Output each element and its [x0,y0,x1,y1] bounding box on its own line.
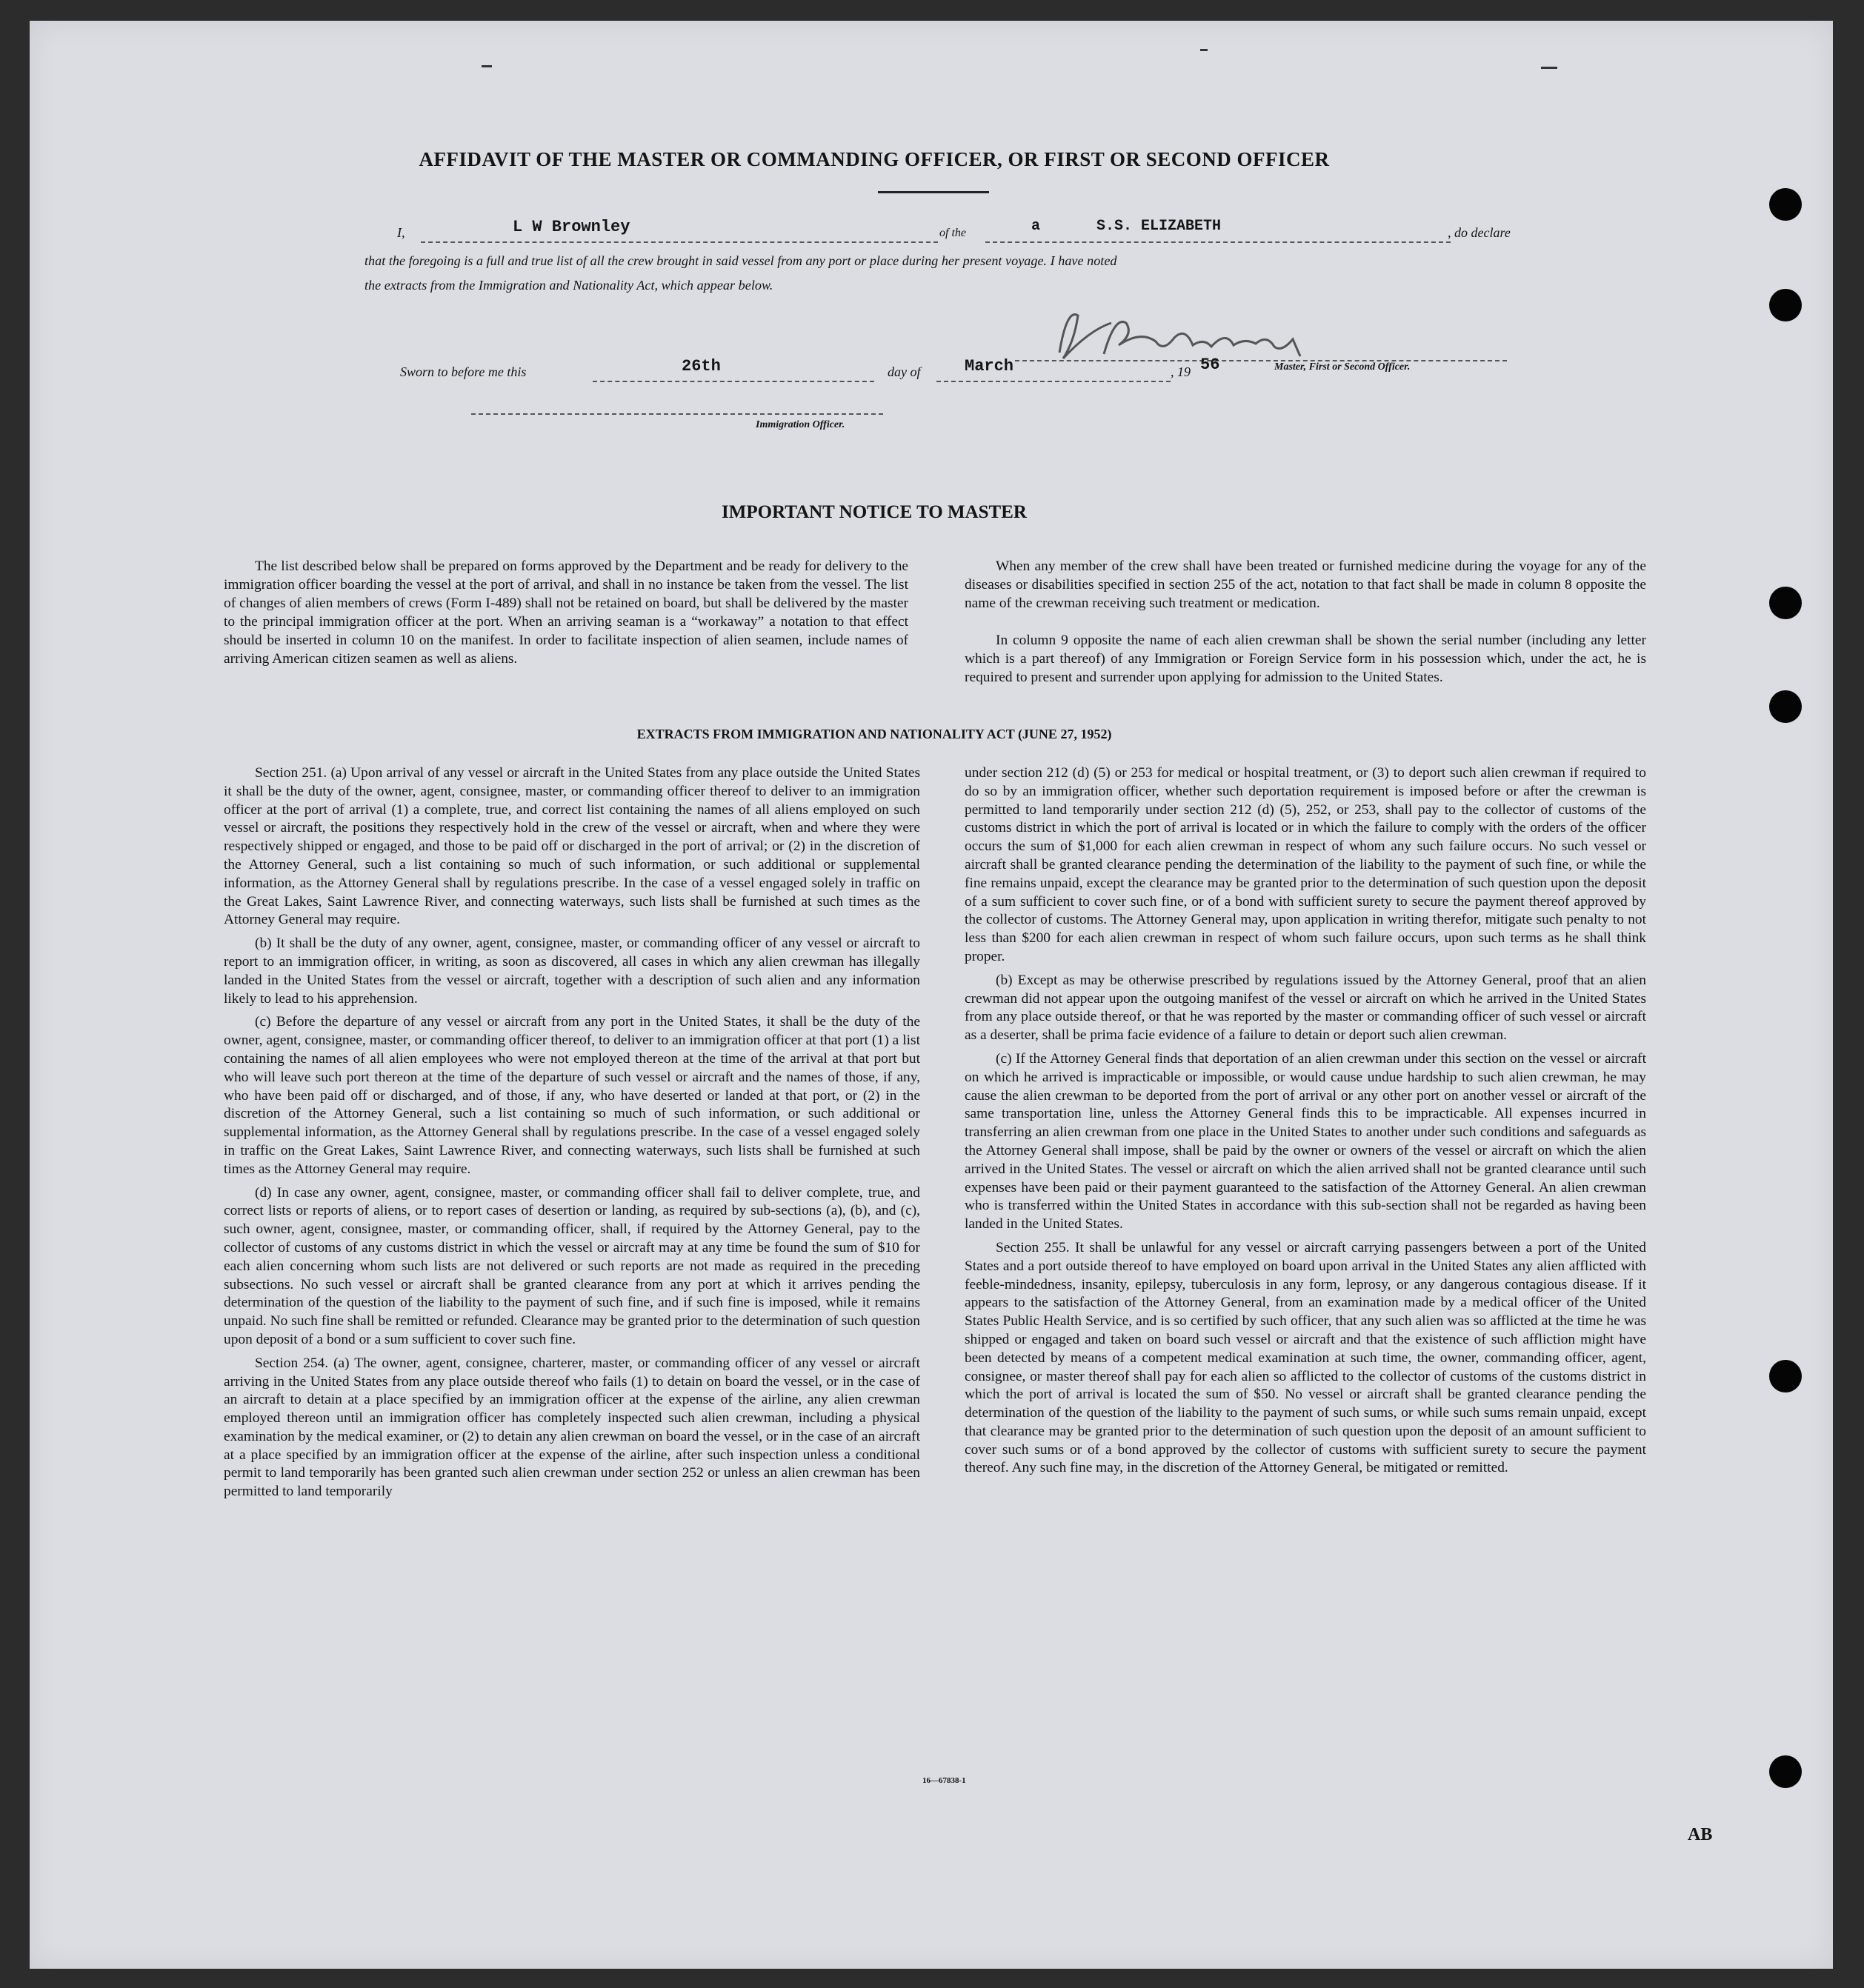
sworn-year-field[interactable]: 56 [1200,356,1220,374]
corner-mark: AB [1688,1825,1713,1844]
year-prefix-label: , 19 [1171,364,1191,379]
punch-hole [1769,587,1802,619]
section-251-d: (d) In case any owner, agent, consignee, master, or commanding officer shall fail to deliver complete, true, and correct lists or reports of aliens, or to report cases of desertion or landing, as required by sub-sections (a), (b), and (c), such owner, agent, consignee, master, or commanding officer, shall, if required by the Attorney General, pay to the collector of customs of any customs district in which the vessel or aircraft may at any time be found the sum of $10 for each alien concerning whom such lists are not delivered or such reports are not made as required in the preceding subsections. No such vessel or aircraft shall be granted clearance from any port at which it arrives pending the determination of the question of the liability to the payment of such fine, and if such fine is imposed, while it remains unpaid. No such fine shall be remitted or refunded. Clearance may be granted prior to the determination of such question upon deposit of a bond or a sum sufficient to cover such fine. [224,1184,920,1347]
notice-left-paragraph: The list described below shall be prepared on forms approved by the Department and be ready for delivery to the immigration officer boarding the vessel at the port of arrival, and shall in no instance be taken from the vessel. The list of changes of alien members of crews (Form I-489) shall not be retained on board, but shall be delivered by the master to the principal immigration officer at the port. When an arriving seaman is a “workaway” a notation to that effect should be inserted in column 10 on the manifest. In order to facilitate inspection of alien seamen, include names of arriving American citizen seamen as well as aliens. [224,558,908,667]
section-254-b: (b) Except as may be otherwise prescribed by regulations issued by the Attorney General, proof that an alien crewman did not appear upon the outgoing manifest of the vessel or aircraft on which he arrived in the United States from any place outside thereof, or that he was reported by the master or commanding officer of such vessel or aircraft as a deserter, shall be prima facie evidence of a failure to detain or deport such alien crewman. [965,972,1646,1044]
section-251-c: (c) Before the departure of any vessel or aircraft from any port in the United States, it shall be the duty of the owner, agent, consignee, master, or commanding officer thereof, to deliver to an immigration officer at that port (1) a list containing the names of all alien employees who were not employed thereon at the time of the arrival at that port but who will leave such port thereon at the time of the departure of such vessel or aircraft and the names of those, if any, who have been paid off or discharged, and of those, if any, who have deserted or landed at that port, or (2) in the discretion of the Attorney General, such a list containing so much of such information, or such additional or supplemental information, as the Attorney General shall by regulations prescribe. In the case of a vessel engaged solely in traffic on the Great Lakes, Saint Lawrence River, and connecting waterways, such lists shall be furnished at such times as the Attorney General may require. [224,1014,920,1177]
immigration-officer-line [471,413,883,415]
punch-hole [1769,1755,1802,1788]
affidavit-statement-line: that the foregoing is a full and true list of all the crew brought in said vessel from any port or place during her present voyage. I have noted [365,253,1117,268]
scan-speck [1200,49,1208,51]
sworn-label: Sworn to before me this [400,364,527,379]
immigration-officer-caption: Immigration Officer. [756,419,845,430]
punch-hole [1769,690,1802,723]
name-field-line [421,241,938,243]
notice-right-paragraph-1: When any member of the crew shall have been treated or furnished medicine during the voyage for any of the diseases or disabilities specified in section 255 of the act, notation to that fact shall be made in column 8 opposite the name of the crewman receiving such treatment or medication. [965,558,1646,611]
sworn-month-field[interactable]: March [965,357,1014,376]
vessel-field-line [985,241,1451,243]
extracts-title: EXTRACTS FROM IMMIGRATION AND NATIONALITY ACT (JUNE 27, 1952) [636,727,1112,741]
affidavit-i-label: I, [397,225,405,240]
section-251-b: (b) It shall be the duty of any owner, agent, consignee, master, or commanding officer of any vessel or aircraft to report to an immigration officer, in writing, as soon as discovered, all cases in which any alien crewman has illegally landed in the United States from the vessel or aircraft, together with a description of such alien and any information likely to lead to his apprehension. [224,935,920,1007]
of-the-label: of the [939,227,966,239]
punch-hole [1769,188,1802,221]
punch-hole [1769,1360,1802,1392]
vessel-name-field[interactable]: S.S. ELIZABETH [1096,218,1222,235]
scan-speck [482,65,492,67]
officer-name-field[interactable]: L W Brownley [513,218,630,236]
extracts-left-column [224,764,920,1507]
signature-caption: Master, First or Second Officer. [1274,361,1411,373]
sworn-day-field[interactable]: 26th [682,357,721,376]
form-code: 16—67838-1 [922,1776,966,1785]
punch-hole [1769,289,1802,321]
section-254-a-continued: under section 212 (d) (5) or 253 for medical or hospital treatment, or (3) to deport such alien crewman if required to do so by an immigration officer, whether such deportation requirement is imposed before or after the crewman is permitted to land temporarily under section 212 (d) (5), 252, or 253, shall pay to the collector of customs of the customs district in which the port of arrival is located or in which the failure to comply with the orders of the officer occurs the sum of $1,000 for each alien crewman in respect of whom any such failure occurs. No such vessel or aircraft shall be granted clearance pending the determination of the liability to the payment of such fine, or while the fine remains unpaid, except the clearance may be granted prior to the determination of such question upon the deposit of a sum sufficient to cover such fine, or of a bond with sufficient surety to secure the payment thereof approved by the collector of customs. The Attorney General may, upon application in writing therefor, mitigate such penalty to not less than $200 for each alien crewman in respect of whom such failure occurs, upon such terms as he shall think proper. [965,765,1646,964]
title-rule [878,191,989,193]
affidavit-title: AFFIDAVIT OF THE MASTER OR COMMANDING OFFICER, OR FIRST OR SECOND OFFICER [419,148,1330,170]
scan-speck [1541,67,1557,69]
notice-title: IMPORTANT NOTICE TO MASTER [722,502,1027,522]
section-255: Section 255. It shall be unlawful for any vessel or aircraft carrying passengers between a port of the United States and a port outside thereof to have employed on board upon arrival in the United States any alien afflicted with feeble-mindedness, insanity, epilepsy, tuberculosis in any form, leprosy, or any dangerous contagious disease. If it appears to the satisfaction of the Attorney General, from an examination made by a medical officer of the United States Public Health Service, and is so certified by such officer, that any such alien was so afflicted at the time he was shipped or engaged and taken on board such vessel or aircraft and that the existence of such affliction might have been detected by means of a competent medical examination at such time, the owner, commanding officer, agent, consignee, or master thereof shall pay for each alien so afflicted to the collector of customs of the customs district in which the port of arrival is located the sum of $50. No vessel or aircraft shall be granted clearance pending the determination of the question of the liability to the payment of such sums, or while such sums remain unpaid, except that clearance may be granted prior to the determination of such question upon the deposit of an amount sufficient to cover such sums or of a bond approved by the collector of customs with sufficient surety to secure the payment thereof. Any such fine may, in the discretion of the Attorney General, be mitigated or remitted. [965,1239,1646,1476]
signature-line [1015,360,1507,361]
section-254-a: Section 254. (a) The owner, agent, consignee, charterer, master, or commanding officer of any vessel or aircraft arriving in the United States from any place outside thereof who fails (1) to detain on board the vessel, or in the case of an aircraft to detain at a place specified by an immigration officer at the expense of the airline, any alien crewman employed thereon until an immigration officer has completely inspected such alien crewman, including a physical examination by the medical examiner, or (2) to detain any alien crewman on board the vessel, or in the case of an aircraft at a place specified by an immigration officer at the expense of the airline, after such inspection unless a conditional permit to land temporarily has been granted such alien crewman under section 252 or unless an alien crewman has been permitted to land temporarily [224,1355,920,1500]
do-declare-label: , do declare [1448,225,1511,240]
vessel-prefix: a [1031,218,1041,235]
document-page [30,21,1833,1969]
notice-right-paragraph-2: In column 9 opposite the name of each alien crewman shall be shown the serial number (including any letter which is a part thereof) of any Immigration or Foreign Service form in his possession which, under the act, he is required to present and surrender upon applying for admission to the United States. [965,633,1646,685]
affidavit-statement-line-2: the extracts from the Immigration and Nationality Act, which appear below. [365,278,773,293]
section-254-c: (c) If the Attorney General finds that deportation of an alien crewman under this section on the vessel or aircraft on which he arrived is impracticable or impossible, or would cause undue hardship to such alien crewman, he may cause the alien crewman to be deported from the port of arrival or any other port on another vessel or aircraft of the same transportation line, unless the Attorney General finds this to be impracticable. All expenses incurred in transferring an alien crewman from one place in the United States to another under such conditions and safeguards as the Attorney General shall impose, shall be paid by the owner or owners of the vessel or aircraft on which the alien arrived in the United States. The vessel or aircraft on which the alien arrived shall not be granted clearance until such expenses have been paid or their payment guaranteed to the satisfaction of the Attorney General. An alien crewman who is transferred within the United States in accordance with this sub-section shall not be regarded as having been landed in the United States. [965,1050,1646,1233]
section-251-a: Section 251. (a) Upon arrival of any vessel or aircraft in the United States from any place outside the United States it shall be the duty of the owner, agent, consignee, master, or commanding officer thereof to deliver to an immigration officer at the port of arrival (1) a complete, true, and correct list containing the names of all aliens employed on such vessel or aircraft, the positions they respectively hold in the crew of the vessel or aircraft, when and where they were respectively shipped or engaged, and those to be paid off or discharged in the port of arrival; or (2) in the discretion of the Attorney General, such a list containing so much of such information, or such additional or supplemental information, as the Attorney General shall by regulations prescribe. In the case of a vessel engaged solely in traffic on the Great Lakes, Saint Lawrence River, and connecting waterways, such lists shall be furnished at such times as the Attorney General may require. [224,765,920,928]
extracts-right-column [965,764,1646,1483]
sworn-month-line [936,381,1171,382]
sworn-day-line [593,381,874,382]
day-of-label: day of [888,364,921,379]
